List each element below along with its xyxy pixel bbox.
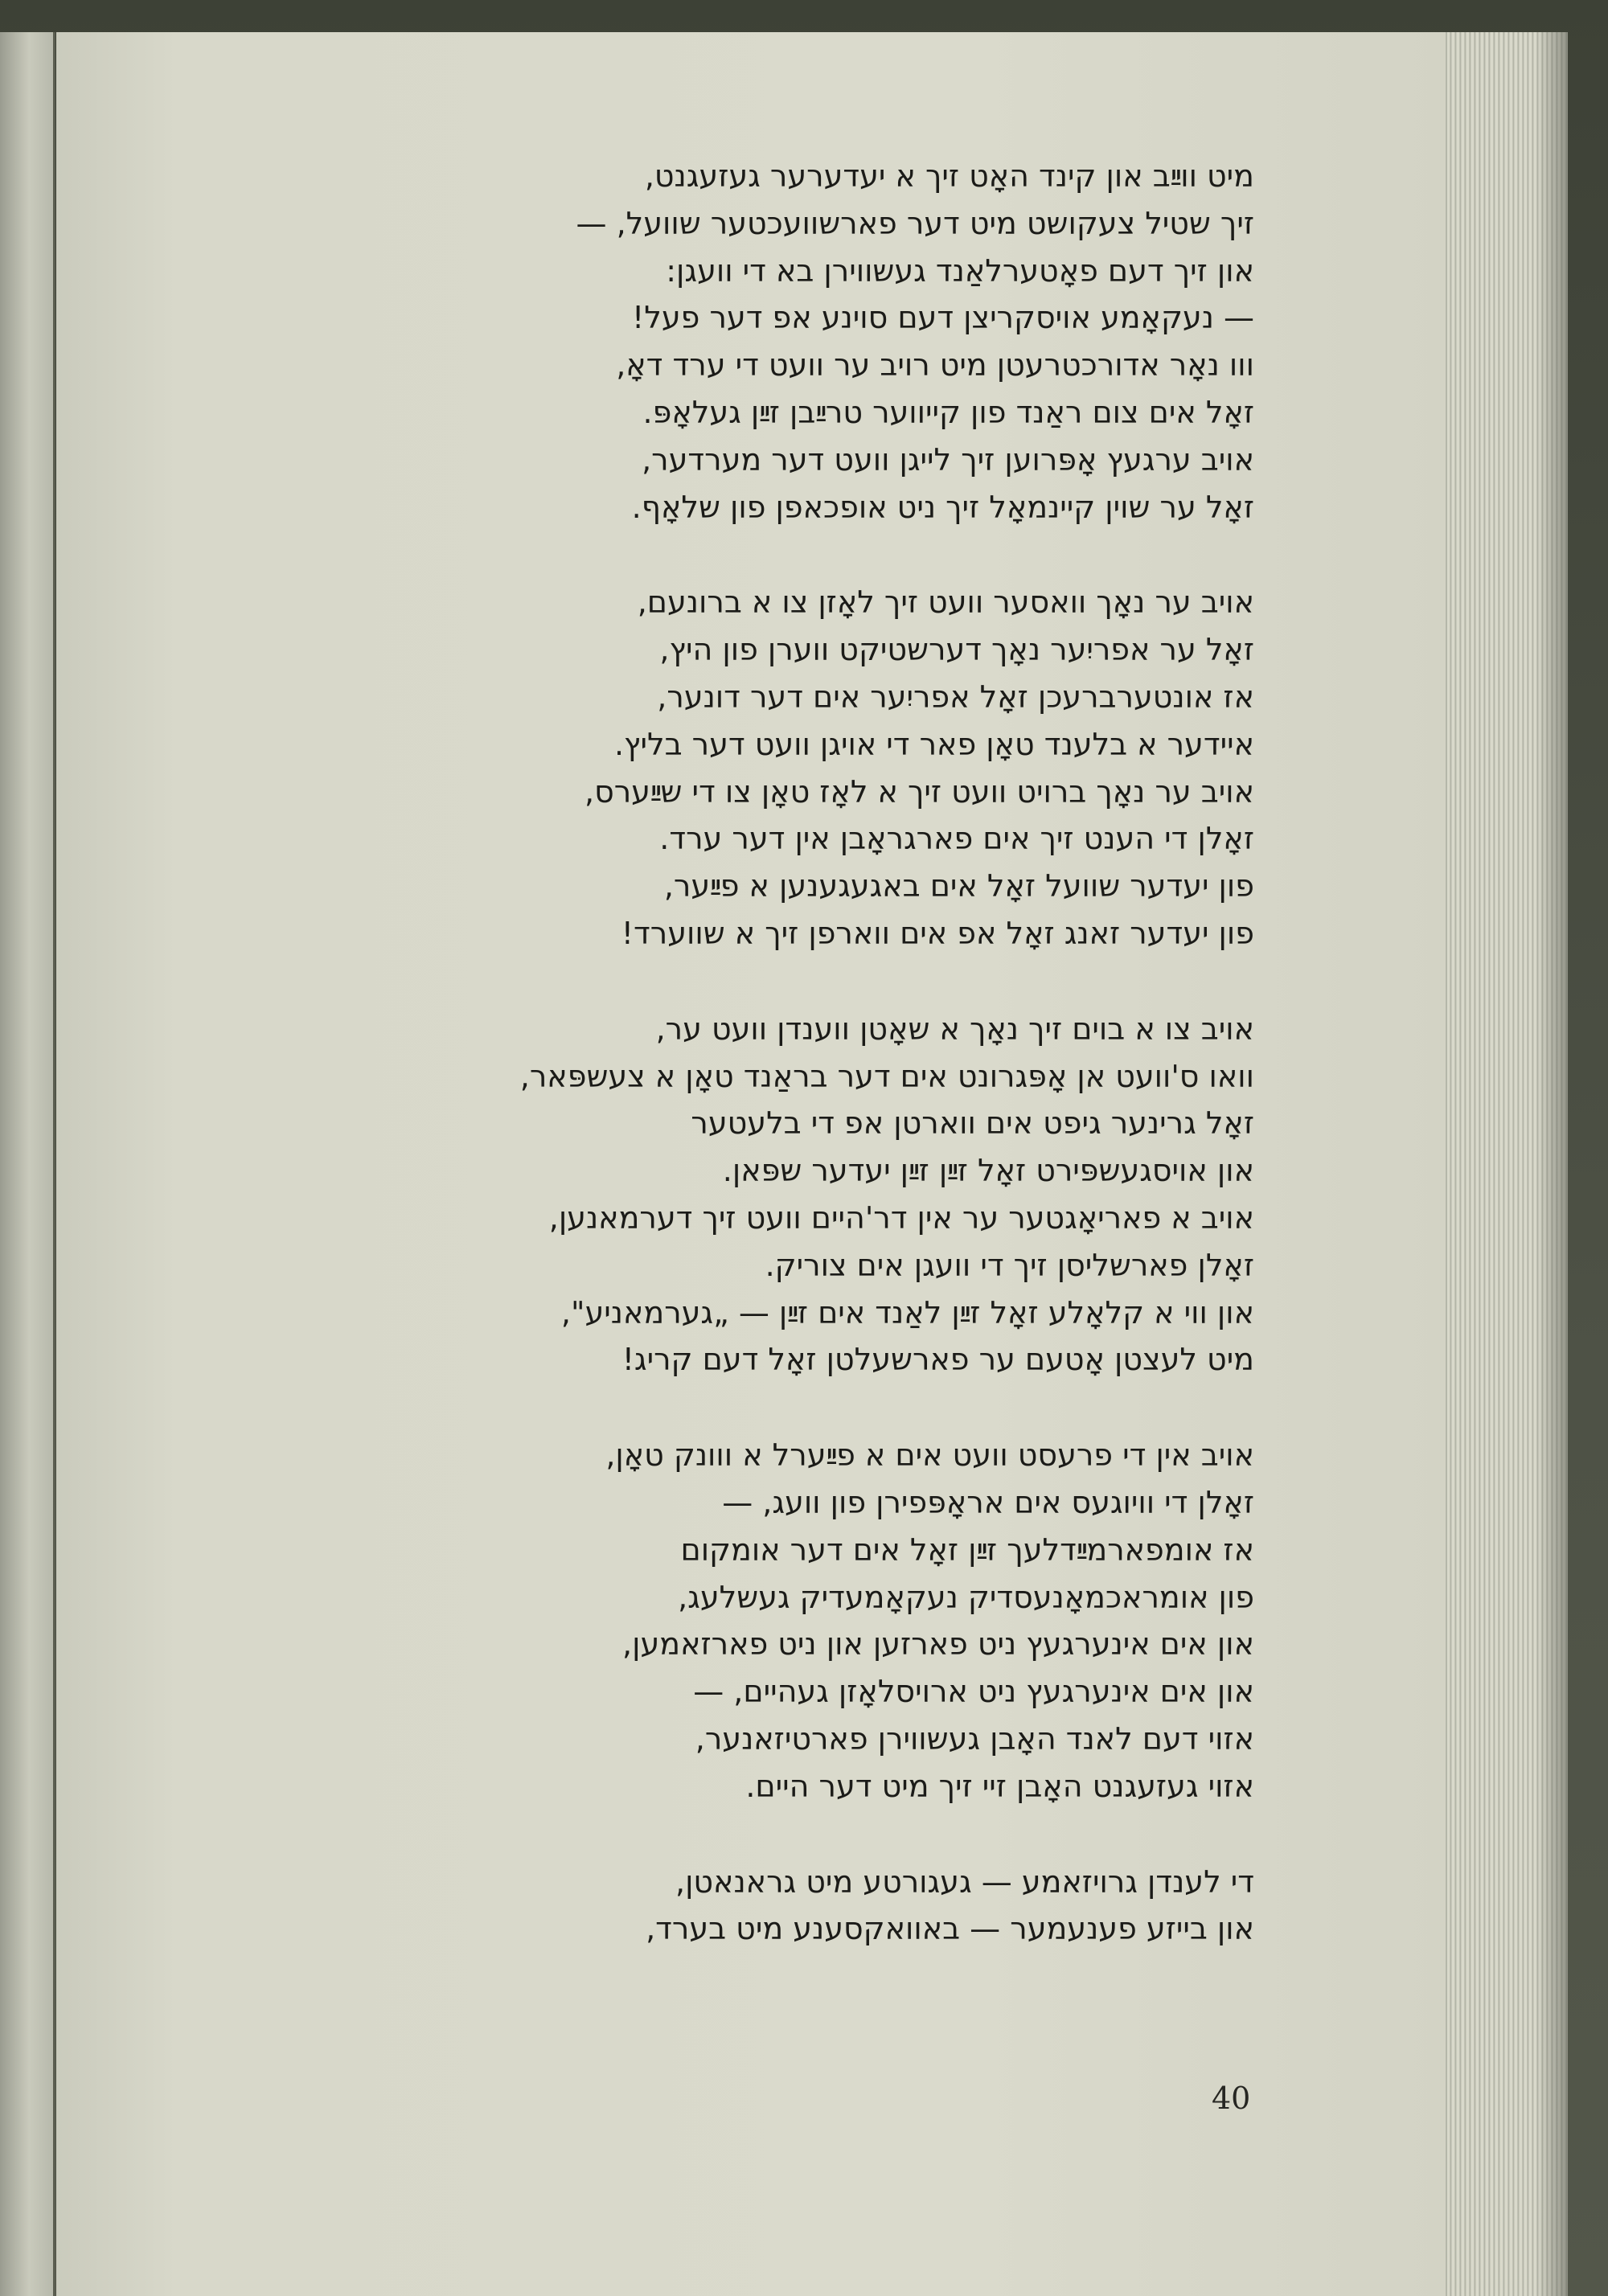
poem-line: מיט לעצטן אָטעם ער פארשעלטן זאָל דעם קריג! xyxy=(621,1342,1254,1378)
poem-line: און זיך דעם פאָטערלאַנד געשווירן בא די וועגן: xyxy=(666,252,1254,289)
poem-line: זאָלן די הענט זיך אים פארגראָבן אין דער ערד. xyxy=(659,821,1254,857)
poem-line: פון יעדער זאנג זאָל אפ אים ווארפן זיך א שווערד! xyxy=(621,915,1254,951)
poem-line: אויב ער נאָך וואסער וועט זיך לאָזן צו א ברונעם, xyxy=(637,584,1254,621)
poem-line: מיט ווײַב און קינד האָט זיך א יעדערער געזעגנט, xyxy=(644,158,1254,194)
poem-line: אויב א פאריאָגטער ער אין דר'היים וועט זיך דערמאנען, xyxy=(548,1199,1254,1236)
poem-line: ווו נאָר אדורכטרעטן מיט רויב ער וועט די ערד דאָ, xyxy=(616,347,1254,383)
facing-page-edge xyxy=(0,32,55,2296)
poem-line: זאָל ער אפריִער נאָך דערשטיקט ווערן פון היץ, xyxy=(659,632,1254,668)
poem-line: די לענדן גרויזאמע — געגורטע מיט גראנאטן, xyxy=(675,1863,1254,1900)
poem-line: און בייזע פענעמער — באוואקסענע מיט בערד, xyxy=(646,1911,1254,1947)
stanza-5 xyxy=(177,1859,1254,1954)
poem-line: זיך שטיל צעקושט מיט דער פארשוועכטער שוועל, — xyxy=(576,205,1254,241)
book-page xyxy=(56,32,1568,2296)
poem-text xyxy=(177,153,1254,1953)
poem-line: אויב אין די פרעסט וועט אים א פײַערל א ווונק טאָן, xyxy=(605,1437,1254,1474)
poem-line: אזוי דעם לאנד האָבן געשווירן פארטיזאנער, xyxy=(695,1720,1254,1757)
poem-line: פון אומראכמאָנעסדיק נעקאָמעדיק געשלעג, xyxy=(678,1579,1254,1615)
poem-line: אויב ערגעץ אָפּרוען זיך לייגן וועט דער מערדער, xyxy=(642,441,1254,478)
poem-line: אויב ער נאָך ברויט וועט זיך א לאָז טאָן צו די שײַערס, xyxy=(584,773,1254,810)
poem-line: און אים אינערגעץ ניט פארזען און ניט פארזאמען, xyxy=(622,1626,1254,1663)
poem-line: אויב צו א בוים זיך נאָך א שאָטן ווענדן וועט ער, xyxy=(655,1011,1254,1047)
poem-line: זאָל אים צום ראַנד פון קייווער טרײַבן זײַן געלאָפּ. xyxy=(642,394,1254,430)
poem-line: זאָל גרינער גיפט אים ווארטן אפ די בלעטער xyxy=(691,1105,1254,1142)
stanza-4 xyxy=(177,1432,1254,1810)
poem-line: זאָלן די וויוגעס אים אראָפּפירן פון וועג, — xyxy=(722,1484,1254,1520)
poem-line: אזוי געזעגנט האָבן זיי זיך מיט דער היים. xyxy=(745,1768,1254,1804)
poem-line: אז אומפארמײַדלעך זײַן זאָל אים דער אומקום xyxy=(680,1531,1254,1568)
poem-line: און אויסגעשפּירט זאָל זײַן זײַן יעדער שפּאן. xyxy=(722,1153,1254,1189)
poem-line: — נעקאָמע אויסקריצן דעם סוינע אפ דער פעל! xyxy=(632,300,1254,336)
poem-line: און ווי א קלאָלע זאָל זײַן לאַנד אים זײַן — „גערמאניע", xyxy=(560,1294,1254,1330)
poem-line: וואו ס'וועט אן אָפּגרונט אים דער בראַנד טאָן א צעשפּאר, xyxy=(519,1058,1254,1094)
poem-line: זאָלן פארשליסן זיך די וועגן אים צוריק. xyxy=(765,1247,1254,1283)
page-number: 40 xyxy=(1212,2081,1251,2116)
poem-line: איידער א בלענד טאָן פאר די אויגן וועט דער בליץ. xyxy=(613,726,1254,762)
poem-line: אז אונטערברעכן זאָל אפריִער אים דער דונער, xyxy=(657,679,1254,715)
page-edge-shadow xyxy=(1536,32,1568,2296)
stanza-3 xyxy=(177,1006,1254,1384)
poem-line: זאָל ער שוין קיינמאָל זיך ניט אופכאפן פון שלאָף. xyxy=(631,489,1254,525)
poem-line: פון יעדער שוועל זאָל אים באגעגענען א פײַער, xyxy=(663,868,1254,904)
stanza-1 xyxy=(177,153,1254,531)
poem-line: און אים אינערגעץ ניט ארויסלאָזן געהיים, — xyxy=(693,1674,1254,1710)
stanza-2 xyxy=(177,579,1254,957)
